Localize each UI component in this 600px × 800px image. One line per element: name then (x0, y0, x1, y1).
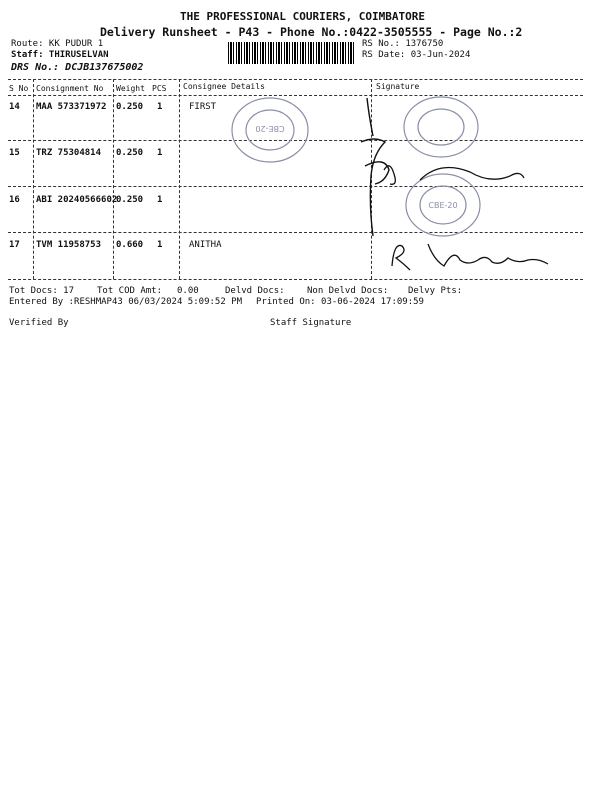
row-consignment: TVM 11958753 (36, 240, 102, 250)
row-consignee: ANITHA (189, 240, 222, 250)
entered-by: Entered By :RESHMAP43 06/03/2024 5:09:52 PM (9, 297, 242, 307)
row-weight: 0.250 (116, 195, 144, 205)
handwritten-signature (380, 150, 530, 200)
stamp-inner-text: CBE-20 (428, 201, 458, 210)
row-weight: 0.660 (116, 240, 144, 250)
delvd-docs: Delvd Docs: (225, 286, 285, 296)
col-divider (179, 79, 180, 279)
route: Route: KK PUDUR 1 (11, 39, 104, 49)
col-header-pcs: PCS (152, 84, 167, 93)
row-sno: 14 (9, 102, 20, 112)
tot-cod-label: Tot COD Amt: (97, 286, 163, 296)
stamp-inner-text: CBE-20 (255, 124, 285, 133)
row-sno: 17 (9, 240, 20, 250)
col-divider (33, 79, 34, 279)
rs-number: RS No.: 1376750 (362, 39, 444, 49)
row-weight: 0.250 (116, 102, 144, 112)
drs-number: DRS No.: DCJB137675002 (11, 62, 144, 73)
row-sno: 15 (9, 148, 20, 158)
col-header-sno: S No (9, 84, 29, 93)
col-header-consignment: Consignment No (36, 84, 104, 93)
row-sno: 16 (9, 195, 20, 205)
row-pcs: 1 (157, 195, 163, 205)
delvy-pts: Delvy Pts: (408, 286, 463, 296)
col-header-signature: Signature (376, 82, 420, 91)
col-header-consignee: Consignee Details (183, 82, 265, 91)
staff-signature-label: Staff Signature (270, 318, 352, 328)
row-pcs: 1 (157, 240, 163, 250)
table-bottom-rule (8, 279, 583, 280)
row-weight: 0.250 (116, 148, 144, 158)
staff: Staff: THIRUSELVAN (11, 50, 109, 60)
non-delvd-docs: Non Delvd Docs: (307, 286, 389, 296)
printed-on: Printed On: 03-06-2024 17:09:59 (256, 297, 424, 307)
handwritten-signature (388, 236, 558, 276)
row-consignee: FIRST (189, 102, 217, 112)
col-header-weight: Weight (116, 84, 145, 93)
row-rule (8, 232, 583, 233)
row-pcs: 1 (157, 102, 163, 112)
row-consignment: TRZ 75304814 (36, 148, 102, 158)
company-title: THE PROFESSIONAL COURIERS, COIMBATORE (180, 10, 426, 23)
row-consignment: ABI 20240566602 (36, 195, 118, 205)
table-top-rule (8, 79, 583, 80)
row-consignment: MAA 573371972 (36, 102, 107, 112)
company-stamp (228, 94, 312, 166)
col-divider (113, 79, 114, 279)
runsheet-line: Delivery Runsheet - P43 - Phone No.:0422-3505555 - Page No.:2 (100, 25, 523, 39)
barcode (228, 42, 356, 64)
tot-cod-value: 0.00 (177, 286, 199, 296)
rs-date: RS Date: 03-Jun-2024 (362, 50, 471, 60)
verified-by: Verified By (9, 318, 69, 328)
tot-docs: Tot Docs: 17 (9, 286, 75, 296)
row-pcs: 1 (157, 148, 163, 158)
